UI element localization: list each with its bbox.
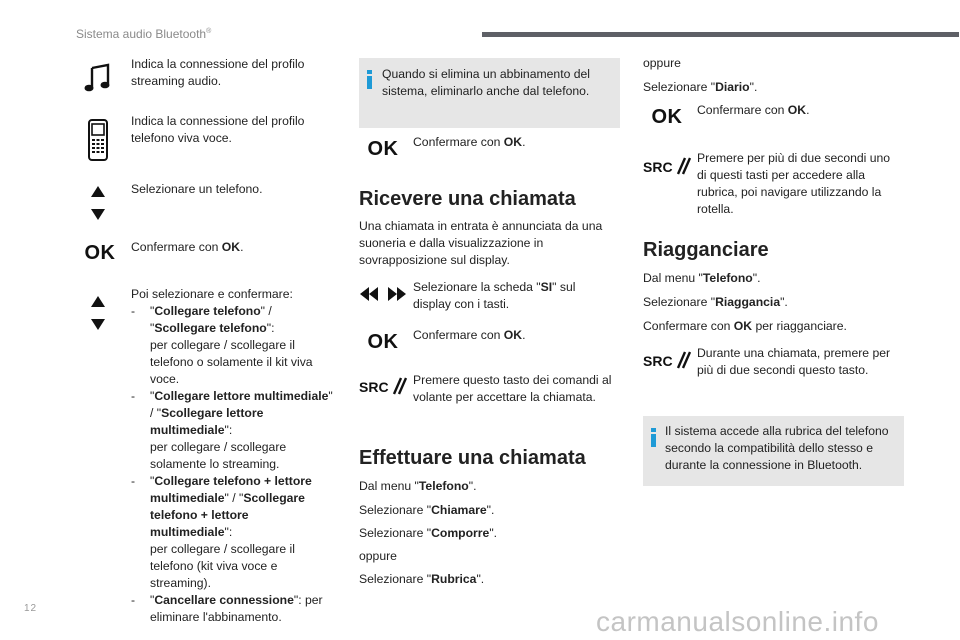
section-heading: Riagganciare [643, 239, 769, 261]
src-hangup-text: Durante una chiamata, premere per più di due secondi questo tasto. [697, 346, 891, 377]
info-text: Quando si elimina un abbinamento del sistema, eliminarlo anche dal telefono. [382, 67, 591, 98]
select-phone-text: Selezionare un telefono. [131, 182, 263, 196]
ok-icon: OK [367, 330, 399, 353]
src-steering-button-icon [643, 348, 691, 372]
option-item: - "Collegare telefono" / "Scollegare telefono": per collegare / scollegare il telefono o solamente il kit viva voce. [131, 303, 333, 388]
confirm-hangup-text: Confermare con OK per riagganciare. [643, 319, 847, 333]
select-diario-text: Selezionare "Diario". [643, 80, 758, 94]
confirm-ok-text: Confermare con OK. [697, 103, 810, 117]
src-steering-button-icon [359, 374, 407, 398]
oppure-text: oppure [643, 56, 681, 70]
ok-icon: OK [651, 105, 683, 128]
confirm-ok-text: Confermare con OK. [413, 328, 526, 342]
info-icon [367, 70, 372, 89]
page-header-title: Sistema audio Bluetooth® [76, 27, 212, 41]
phone-profile-text: Indica la connessione del profilo telefono viva voce. [131, 114, 305, 145]
then-select-text: Poi selezionare e confermare: [131, 287, 293, 301]
option-item: - "Cancellare connessione": per eliminare l'abbinamento. [131, 592, 333, 626]
ok-icon: OK [84, 241, 116, 264]
src-rubrica-text: Premere per più di due secondi uno di questi tasti per accedere alla rubrica, poi navigare utilizzando la rotella. [697, 151, 891, 216]
up-down-arrows-icon [88, 293, 108, 333]
ok-icon: OK [367, 137, 399, 160]
oppure-text: oppure [359, 549, 397, 563]
src-accept-text: Premere questo tasto dei comandi al volante per accettare la chiamata. [413, 373, 612, 404]
select-comporre-text: Selezionare "Comporre". [359, 526, 498, 540]
streaming-profile-text: Indica la connessione del profilo streaming audio. [131, 57, 305, 88]
up-down-arrows-icon [88, 183, 108, 223]
info-box [643, 416, 904, 486]
incoming-call-text: Una chiamata in entrata è annunciata da una suoneria e dalla visualizzazione in sovrapposizione sul display. [359, 219, 603, 267]
connection-options [131, 286, 333, 626]
option-item: - "Collegare lettore multimediale" / "Scollegare lettore multimediale": per collegare / scollegare solamente lo streaming. [131, 388, 333, 473]
select-riaggancia-text: Selezionare "Riaggancia". [643, 295, 788, 309]
src-label: SRC [359, 379, 389, 395]
select-rubrica-text: Selezionare "Rubrica". [359, 572, 485, 586]
confirm-ok-text: Confermare con OK. [131, 240, 244, 254]
phone-handset-icon [84, 118, 112, 162]
select-tab-text: Selezionare la scheda "SI" sul display con i tasti. [413, 280, 576, 311]
src-label: SRC [643, 159, 673, 175]
watermark: carmanualsonline.info [596, 606, 879, 637]
section-heading: Effettuare una chiamata [359, 447, 586, 469]
info-icon [651, 428, 656, 447]
section-heading: Ricevere una chiamata [359, 188, 576, 210]
menu-telefono-text: Dal menu "Telefono". [359, 479, 477, 493]
select-chiamare-text: Selezionare "Chiamare". [359, 503, 495, 517]
src-label: SRC [643, 353, 673, 369]
header-bar [482, 32, 959, 37]
menu-telefono-text: Dal menu "Telefono". [643, 271, 761, 285]
page-number: 12 [24, 603, 38, 614]
info-text: Il sistema accede alla rubrica del telefono secondo la compatibilità dello stesso e durante la connessione in Bluetooth. [665, 424, 889, 472]
option-item: - "Collegare telefono + lettore multimediale" / "Scollegare telefono + lettore multimediale": per collegare / scollegare il telefono (kit viva voce e streaming). [131, 473, 333, 592]
info-box [359, 58, 620, 128]
music-note-icon [82, 60, 114, 96]
src-steering-button-icon [643, 154, 691, 178]
confirm-ok-text: Confermare con OK. [413, 135, 526, 149]
left-right-arrows-icon [360, 284, 406, 304]
